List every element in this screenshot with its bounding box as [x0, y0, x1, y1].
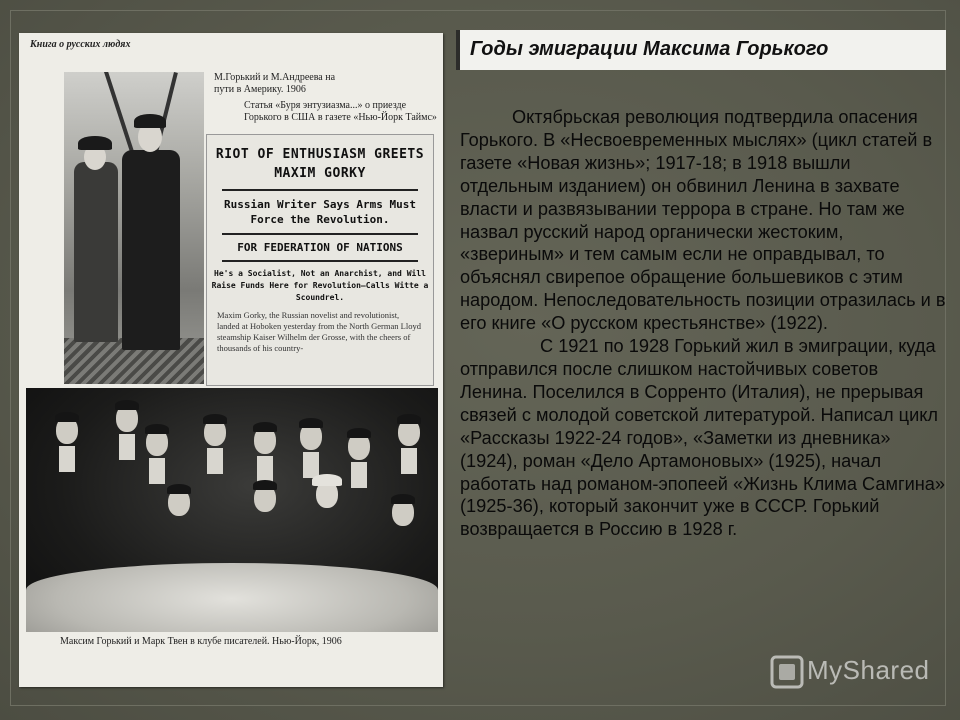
hair: [203, 414, 227, 424]
photo1-caption: М.Горький и М.Андреева на пути в Америку. 1906: [214, 72, 336, 95]
hair: [391, 494, 415, 504]
clipping-headline: RIOT OF ENTHUSIASM GREETS MAXIM GORKY: [215, 147, 425, 181]
clipping-section: FOR FEDERATION OF NATIONS: [237, 241, 403, 254]
shirt-front: [351, 462, 367, 488]
hair: [253, 480, 277, 490]
hair: [253, 422, 277, 432]
hair: [145, 424, 169, 434]
shirt-front: [119, 434, 135, 460]
paragraph-2-text: С 1921 по 1928 Горький жил в эмиграции, куда отправился после слишком настойчивых советов Ленина. Поселился в Сорренто (Италия), не прерывая связей с молодой советской литературой. Написал цикл «Рассказы 1922-24 годов», «Заметки из дневника» (1924), роман «Дело Артамоновых» (1925), начал работать над романом-эпопеей «Жизнь Клима Самгина» (1925-36), который закончит уже в СССР. Горький возвращается в Россию в 1928 г.: [460, 336, 946, 540]
photo-writers-club: [26, 388, 438, 632]
shirt-front: [303, 452, 319, 478]
clipping-rule: [222, 260, 418, 262]
hair: [115, 400, 139, 410]
clipping-rule: [222, 233, 418, 235]
clipping-caption: Статья «Буря энтузиазма...» о приезде Горького в США в газете «Нью-Йорк Таймс»: [244, 100, 437, 123]
banquet-table: [26, 563, 438, 632]
myshared-logo-icon: [770, 655, 804, 689]
hat: [78, 136, 112, 150]
clipping-rule: [222, 189, 418, 191]
hat: [134, 114, 166, 128]
photo-gorky-andreeva: [64, 72, 204, 384]
shirt-front: [401, 448, 417, 474]
paragraph-1: [460, 106, 948, 335]
hair: [347, 428, 371, 438]
watermark-text: MyShared: [807, 655, 930, 685]
photo2-caption: Максим Горький и Марк Твен в клубе писателей. Нью-Йорк, 1906: [60, 636, 342, 647]
hair-white: [312, 474, 342, 486]
hair: [397, 414, 421, 424]
person-woman: [74, 162, 118, 342]
person-man: [122, 150, 180, 350]
shirt-front: [257, 456, 273, 482]
clipping-body: Maxim Gorky, the Russian novelist and revolutionist, landed at Hoboken yesterday from the North German Lloyd steamship Kaiser Wilhelm der Grosse, with the cheers of thousands of his country-: [217, 310, 421, 353]
slide-body-text: [460, 106, 948, 541]
clipping-deck: He's a Socialist, Not an Anarchist, and Will Raise Funds Here for Revolution—Calls Witte a Scoundrel.: [211, 269, 429, 302]
shirt-front: [207, 448, 223, 474]
shirt-front: [59, 446, 75, 472]
watermark: [770, 655, 930, 689]
clipping-subhead: Russian Writer Says Arms Must Force the Revolution.: [223, 198, 417, 226]
paragraph-2: [460, 335, 948, 541]
paragraph-1-text: Октябрьская революция подтвердила опасения Горького. В «Несвоевременных мыслях» (цикл статей в газете «Новая жизнь»; 1917-18; в 1918 вышли отдельным изданием) он обвинил Ленина в захвате власти и развязывании террора в стране. Но там же назвал русский народ органически жестоким, «звериным» и тем самым если не оправдывал, то объяснял свирепое обращение большевиков с этим народом. Непоследовательность позиции отразилась и в его книге «О русском крестьянстве» (1922).: [460, 107, 946, 334]
book-header: Книга о русских людях: [30, 39, 131, 50]
hair: [167, 484, 191, 494]
newspaper-clipping: [206, 134, 434, 386]
hair: [55, 412, 79, 422]
hair: [299, 418, 323, 428]
shirt-front: [149, 458, 165, 484]
slide-title: Годы эмиграции Максима Горького: [470, 38, 829, 60]
